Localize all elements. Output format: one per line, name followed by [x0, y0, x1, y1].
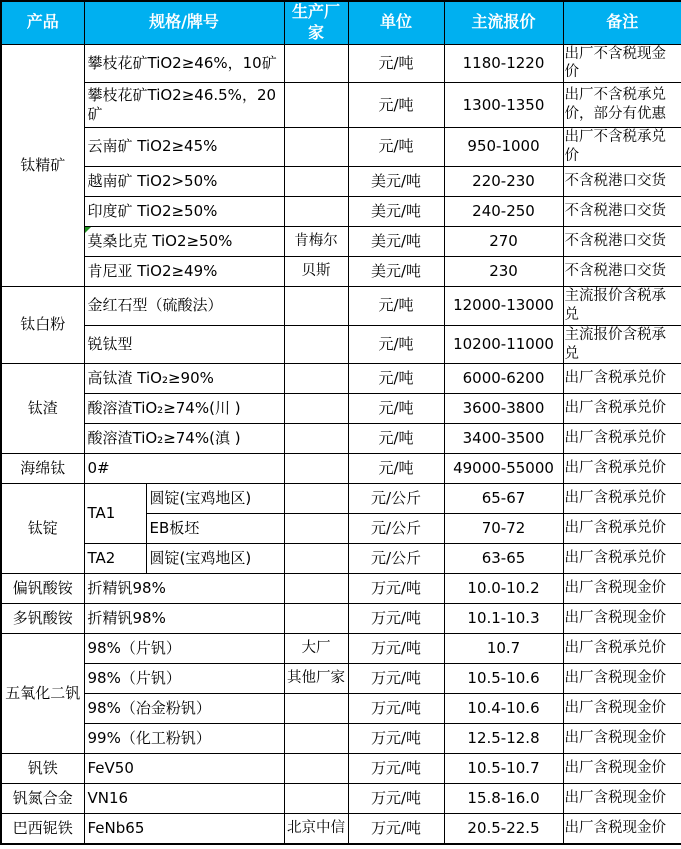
unit-cell: 元/吨: [348, 394, 444, 424]
header-price: 主流报价: [444, 1, 563, 44]
note-cell: 主流报价含税承兑: [563, 286, 681, 325]
manufacturer-cell: [284, 604, 348, 634]
header-row: [1, 1, 681, 44]
price-cell: 10.0-10.2: [444, 574, 563, 604]
spec-cell: 酸溶渣TiO₂≥74%(川 ): [84, 394, 284, 424]
note-cell: 出厂含税承兑价: [563, 424, 681, 454]
spec-cell: 98%（片钒）: [84, 634, 284, 664]
price-cell: 49000-55000: [444, 454, 563, 484]
note-cell: 出厂含税现金价: [563, 574, 681, 604]
product-cell: 钛锭: [1, 484, 84, 574]
spec-cell: 折精钒98%: [84, 574, 284, 604]
product-cell: 五氧化二钒: [1, 634, 84, 754]
product-cell: 巴西铌铁: [1, 814, 84, 844]
header-product: 产品: [1, 1, 84, 44]
price-cell: 950-1000: [444, 128, 563, 167]
table-row: [1, 196, 681, 226]
table-row: [1, 484, 681, 514]
note-cell: 出厂含税承兑价: [563, 364, 681, 394]
spec-cell: 98%（片钒）: [84, 664, 284, 694]
note-cell: 出厂含税承兑价: [563, 514, 681, 544]
product-cell: 钛白粉: [1, 286, 84, 363]
unit-cell: 美元/吨: [348, 256, 444, 286]
unit-cell: 元/吨: [348, 44, 444, 83]
manufacturer-cell: 肯梅尔: [284, 226, 348, 256]
green-corner-flag-icon: [85, 227, 91, 233]
manufacturer-cell: 其他厂家: [284, 664, 348, 694]
spec-cell: 锐钛型: [84, 325, 284, 364]
unit-cell: 万元/吨: [348, 664, 444, 694]
note-cell: 出厂含税承兑价: [563, 454, 681, 484]
note-cell: 出厂含税现金价: [563, 754, 681, 784]
table-row: [1, 454, 681, 484]
manufacturer-cell: [284, 424, 348, 454]
unit-cell: 万元/吨: [348, 694, 444, 724]
spec-cell: 云南矿 TiO2≥45%: [84, 128, 284, 167]
price-cell: 70-72: [444, 514, 563, 544]
spec-cell: [84, 226, 284, 256]
note-cell: 出厂不含税现金价: [563, 44, 681, 83]
manufacturer-cell: [284, 83, 348, 128]
price-cell: 12000-13000: [444, 286, 563, 325]
price-cell: 270: [444, 226, 563, 256]
table-row: [1, 286, 681, 325]
manufacturer-cell: 北京中信: [284, 814, 348, 844]
table-row: [1, 544, 681, 574]
product-cell: 钛精矿: [1, 44, 84, 286]
note-cell: 出厂含税承兑价: [563, 484, 681, 514]
note-cell: 出厂含税现金价: [563, 724, 681, 754]
price-cell: 15.8-16.0: [444, 784, 563, 814]
table-row: [1, 634, 681, 664]
table-row: [1, 814, 681, 844]
unit-cell: 元/公斤: [348, 544, 444, 574]
spec-cell: 酸溶渣TiO₂≥74%(滇 ): [84, 424, 284, 454]
manufacturer-cell: [284, 128, 348, 167]
note-cell: 不含税港口交货: [563, 166, 681, 196]
note-cell: 出厂不含税承兑价，部分有优惠: [563, 83, 681, 128]
table-row: [1, 424, 681, 454]
table-row: [1, 394, 681, 424]
unit-cell: 元/吨: [348, 325, 444, 364]
unit-cell: 万元/吨: [348, 814, 444, 844]
note-cell: 出厂含税现金价: [563, 814, 681, 844]
price-cell: 10200-11000: [444, 325, 563, 364]
unit-cell: 万元/吨: [348, 634, 444, 664]
unit-cell: 元/吨: [348, 424, 444, 454]
price-cell: 6000-6200: [444, 364, 563, 394]
spec-text: 莫桑比克 TiO2≥50%: [87, 231, 233, 250]
manufacturer-cell: [284, 484, 348, 514]
manufacturer-cell: [284, 286, 348, 325]
table-row: [1, 664, 681, 694]
unit-cell: 元/吨: [348, 286, 444, 325]
note-cell: 出厂含税承兑价: [563, 394, 681, 424]
table-row: [1, 694, 681, 724]
unit-cell: 万元/吨: [348, 754, 444, 784]
manufacturer-cell: [284, 574, 348, 604]
price-cell: 10.7: [444, 634, 563, 664]
table-row: [1, 364, 681, 394]
spec-grade-cell: TA2: [84, 544, 146, 574]
product-cell: 钛渣: [1, 364, 84, 454]
spec-cell: 攀枝花矿TiO2≥46.5%，20矿: [84, 83, 284, 128]
price-cell: 12.5-12.8: [444, 724, 563, 754]
price-cell: 3400-3500: [444, 424, 563, 454]
spec-cell: VN16: [84, 784, 284, 814]
price-cell: 10.5-10.7: [444, 754, 563, 784]
price-cell: 240-250: [444, 196, 563, 226]
unit-cell: 元/吨: [348, 128, 444, 167]
table-row: [1, 83, 681, 128]
unit-cell: 美元/吨: [348, 196, 444, 226]
price-cell: 10.5-10.6: [444, 664, 563, 694]
spec-cell: FeNb65: [84, 814, 284, 844]
price-cell: 220-230: [444, 166, 563, 196]
table-row: [1, 128, 681, 167]
price-cell: 1180-1220: [444, 44, 563, 83]
product-cell: 多钒酸铵: [1, 604, 84, 634]
unit-cell: 美元/吨: [348, 226, 444, 256]
product-cell: 海绵钛: [1, 454, 84, 484]
manufacturer-cell: [284, 196, 348, 226]
manufacturer-cell: [284, 514, 348, 544]
note-cell: 不含税港口交货: [563, 196, 681, 226]
spec-cell: EB板坯: [146, 514, 284, 544]
table-row: [1, 784, 681, 814]
note-cell: 不含税港口交货: [563, 226, 681, 256]
price-cell: 230: [444, 256, 563, 286]
header-note: 备注: [563, 1, 681, 44]
manufacturer-cell: [284, 166, 348, 196]
price-cell: 20.5-22.5: [444, 814, 563, 844]
manufacturer-cell: [284, 364, 348, 394]
spec-cell: 0#: [84, 454, 284, 484]
manufacturer-cell: [284, 724, 348, 754]
manufacturer-cell: 贝斯: [284, 256, 348, 286]
note-cell: 出厂含税现金价: [563, 604, 681, 634]
product-cell: 钒氮合金: [1, 784, 84, 814]
spec-cell: 高钛渣 TiO₂≥90%: [84, 364, 284, 394]
unit-cell: 万元/吨: [348, 574, 444, 604]
table-row: [1, 44, 681, 83]
unit-cell: 元/吨: [348, 83, 444, 128]
unit-cell: 美元/吨: [348, 166, 444, 196]
manufacturer-cell: [284, 754, 348, 784]
price-cell: 65-67: [444, 484, 563, 514]
spec-cell: 98%（冶金粉钒）: [84, 694, 284, 724]
manufacturer-cell: [284, 325, 348, 364]
note-cell: 出厂含税现金价: [563, 694, 681, 724]
product-cell: 偏钒酸铵: [1, 574, 84, 604]
spec-cell: 越南矿 TiO2>50%: [84, 166, 284, 196]
table-row: [1, 325, 681, 364]
unit-cell: 元/吨: [348, 364, 444, 394]
table-row: [1, 604, 681, 634]
price-cell: 3600-3800: [444, 394, 563, 424]
note-cell: 主流报价含税承兑: [563, 325, 681, 364]
spec-cell: 肯尼亚 TiO2≥49%: [84, 256, 284, 286]
note-cell: 出厂不含税承兑价: [563, 128, 681, 167]
header-spec: 规格/牌号: [84, 1, 284, 44]
price-cell: 1300-1350: [444, 83, 563, 128]
spec-cell: 99%（化工粉钒）: [84, 724, 284, 754]
spec-cell: 印度矿 TiO2≥50%: [84, 196, 284, 226]
spec-cell: FeV50: [84, 754, 284, 784]
unit-cell: 万元/吨: [348, 604, 444, 634]
product-cell: 钒铁: [1, 754, 84, 784]
price-cell: 10.1-10.3: [444, 604, 563, 634]
table-row: [1, 256, 681, 286]
spec-cell: 折精钒98%: [84, 604, 284, 634]
manufacturer-cell: [284, 694, 348, 724]
header-manufacturer: 生产厂家: [284, 1, 348, 44]
unit-cell: 元/吨: [348, 454, 444, 484]
spec-cell: 金红石型（硫酸法）: [84, 286, 284, 325]
spec-cell: 攀枝花矿TiO2≥46%，10矿: [84, 44, 284, 83]
manufacturer-cell: [284, 394, 348, 424]
price-cell: 63-65: [444, 544, 563, 574]
spec-cell: 圆锭(宝鸡地区): [146, 544, 284, 574]
table-row: [1, 166, 681, 196]
table-row: [1, 724, 681, 754]
unit-cell: 万元/吨: [348, 784, 444, 814]
manufacturer-cell: [284, 454, 348, 484]
note-cell: 不含税港口交货: [563, 256, 681, 286]
note-cell: 出厂含税现金价: [563, 784, 681, 814]
manufacturer-cell: [284, 784, 348, 814]
manufacturer-cell: [284, 544, 348, 574]
unit-cell: 元/公斤: [348, 514, 444, 544]
header-unit: 单位: [348, 1, 444, 44]
unit-cell: 万元/吨: [348, 724, 444, 754]
note-cell: 出厂含税现金价: [563, 664, 681, 694]
price-cell: 10.4-10.6: [444, 694, 563, 724]
table-row: [1, 574, 681, 604]
manufacturer-cell: [284, 44, 348, 83]
note-cell: 出厂含税承兑价: [563, 544, 681, 574]
unit-cell: 元/公斤: [348, 484, 444, 514]
spec-grade-cell: TA1: [84, 484, 146, 544]
table-row: [1, 754, 681, 784]
spec-cell: 圆锭(宝鸡地区): [146, 484, 284, 514]
note-cell: 出厂含税承兑价: [563, 634, 681, 664]
table-row: [1, 226, 681, 256]
manufacturer-cell: 大厂: [284, 634, 348, 664]
